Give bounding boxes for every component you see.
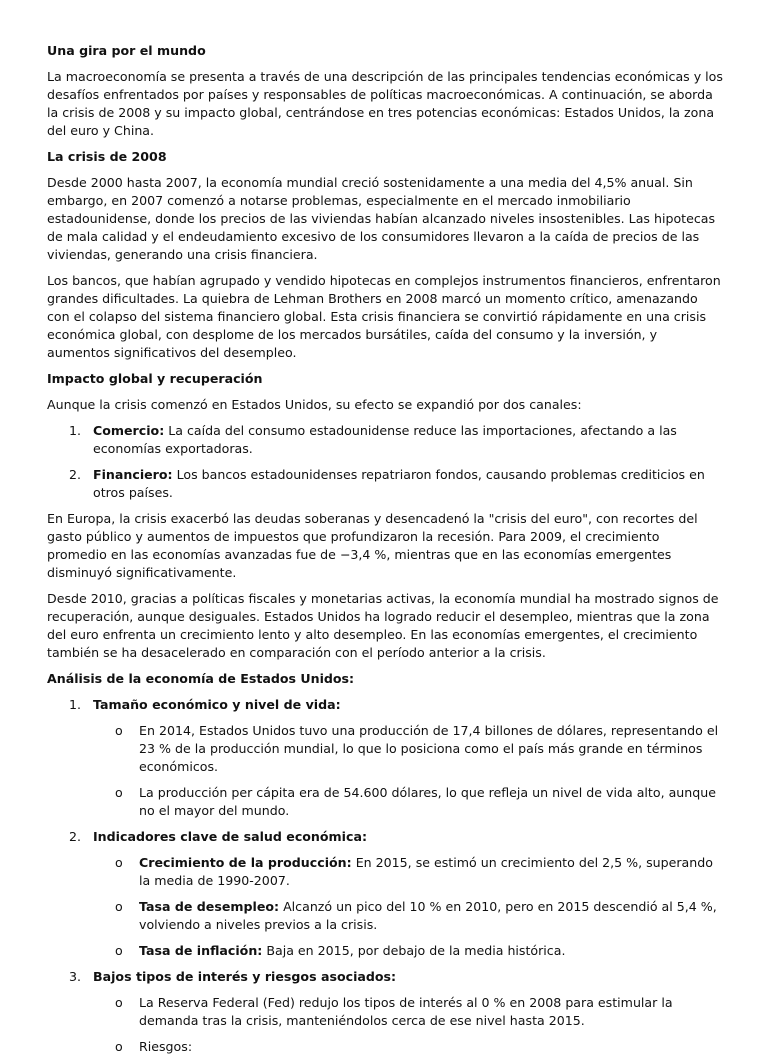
bullet-marker: o: [115, 855, 123, 870]
bullet-label: Tasa de inflación:: [139, 943, 263, 958]
bullet-text: En 2014, Estados Unidos tuvo una producción de 17,4 billones de dólares, representando el 23 % de la producción mundial, lo que lo posiciona como el país más grande en términos económicos.: [139, 723, 719, 774]
bullet-marker: o: [115, 723, 123, 738]
bullet-item: [93, 854, 723, 890]
section-title: Bajos tipos de interés y riesgos asociados:: [93, 969, 397, 984]
item-label: Financiero:: [93, 467, 173, 482]
bullet-item: [93, 942, 723, 960]
crisis-heading: La crisis de 2008: [47, 149, 167, 164]
bullet-text: Alcanzó un pico del 10 % en 2010, pero en 2015 descendió al 5,4 %, volviendo a niveles previos a la crisis.: [139, 899, 717, 932]
item-label: Comercio:: [93, 423, 165, 438]
channels-list: [47, 422, 723, 502]
bullet-text: En 2015, se estimó un crecimiento del 2,5 %, superando la media de 1990-2007.: [139, 855, 713, 888]
bullet-marker: o: [115, 1039, 123, 1054]
bullet-item: [93, 784, 723, 820]
list-item: [47, 696, 723, 820]
bullet-label: Tasa de desempleo:: [139, 899, 280, 914]
bullet-marker: o: [115, 943, 123, 958]
bullet-text: Baja en 2015, por debajo de la media histórica.: [262, 943, 566, 958]
list-number: 2.: [69, 829, 82, 844]
bullet-text: La Reserva Federal (Fed) redujo los tipos de interés al 0 % en 2008 para estimular la demanda tras la crisis, manteniéndolos cerca de ese nivel hasta 2015.: [139, 995, 673, 1028]
bullet-item: [93, 994, 723, 1030]
impact-heading: Impacto global y recuperación: [47, 371, 263, 386]
bullet-item: [93, 722, 723, 776]
list-number: 1.: [69, 423, 82, 438]
item-text: Los bancos estadounidenses repatriaron fondos, causando problemas crediticios en otros países.: [93, 467, 705, 500]
usa-heading: Análisis de la economía de Estados Unidos:: [47, 671, 355, 686]
intro-paragraph: La macroeconomía se presenta a través de una descripción de las principales tendencias económicas y los desafíos enfrentados por países y responsables de políticas macroeconómicas. A continuación, se aborda la crisis de 2008 y su impacto global, centrándose en tres potencias económicas: Estados Unidos, la zona del euro y China.: [47, 69, 723, 138]
section-title: Tamaño económico y nivel de vida:: [93, 697, 341, 712]
bullet-marker: o: [115, 785, 123, 800]
section-title: Indicadores clave de salud económica:: [93, 829, 367, 844]
bullet-item: [93, 898, 723, 934]
item-text: La caída del consumo estadounidense reduce las importaciones, afectando a las economías exportadoras.: [93, 423, 677, 456]
list-item: [47, 968, 723, 1056]
impact-paragraph-1: Aunque la crisis comenzó en Estados Unidos, su efecto se expandió por dos canales:: [47, 397, 582, 412]
sub-bullet-list: [93, 722, 723, 820]
crisis-paragraph-1: Desde 2000 hasta 2007, la economía mundial creció sostenidamente a una media del 4,5% anual. Sin embargo, en 2007 comenzó a notarse problemas, especialmente en el mercado inmobiliario estadounidense, donde los precios de las viviendas habían alcanzado niveles insostenibles. Las hipotecas de mala calidad y el endeudamiento excesivo de los consumidores llevaron a la caída de precios de las viviendas, generando una crisis financiera.: [47, 175, 716, 262]
list-number: 2.: [69, 467, 82, 482]
list-item: [47, 466, 723, 502]
list-number: 3.: [69, 969, 82, 984]
usa-sections-list: [47, 696, 723, 1056]
document-title: Una gira por el mundo: [47, 43, 206, 58]
list-number: 1.: [69, 697, 82, 712]
bullet-text: Riesgos:: [139, 1039, 193, 1054]
bullet-marker: o: [115, 995, 123, 1010]
impact-paragraph-2: En Europa, la crisis exacerbó las deudas soberanas y desencadenó la "crisis del euro", con recortes del gasto público y aumentos de impuestos que profundizaron la recesión. Para 2009, el crecimiento promedio en las economías avanzadas fue de −3,4 %, mientras que en las economías emergentes disminuyó significativamente.: [47, 511, 698, 580]
sub-bullet-list: [93, 994, 723, 1056]
impact-paragraph-3: Desde 2010, gracias a políticas fiscales y monetarias activas, la economía mundial ha mostrado signos de recuperación, aunque desiguales. Estados Unidos ha logrado reducir el desempleo, mientras que la zona del euro enfrenta un crecimiento lento y alto desempleo. En las economías emergentes, el crecimiento también se ha desacelerado en comparación con el período anterior a la crisis.: [47, 591, 719, 660]
list-item: [47, 422, 723, 458]
bullet-text: La producción per cápita era de 54.600 dólares, lo que refleja un nivel de vida alto, aunque no el mayor del mundo.: [139, 785, 716, 818]
sub-bullet-list: [93, 854, 723, 960]
bullet-label: Crecimiento de la producción:: [139, 855, 352, 870]
crisis-paragraph-2: Los bancos, que habían agrupado y vendido hipotecas en complejos instrumentos financieros, enfrentaron grandes dificultades. La quiebra de Lehman Brothers en 2008 marcó un momento crítico, amenazando con el colapso del sistema financiero global. Esta crisis financiera se convirtió rápidamente en una crisis económica global, con desplome de los mercados bursátiles, caída del consumo y la inversión, y aumentos significativos del desempleo.: [47, 273, 721, 360]
bullet-item: [93, 1038, 723, 1056]
bullet-marker: o: [115, 899, 123, 914]
document-page: [47, 42, 723, 1064]
list-item: [47, 828, 723, 960]
